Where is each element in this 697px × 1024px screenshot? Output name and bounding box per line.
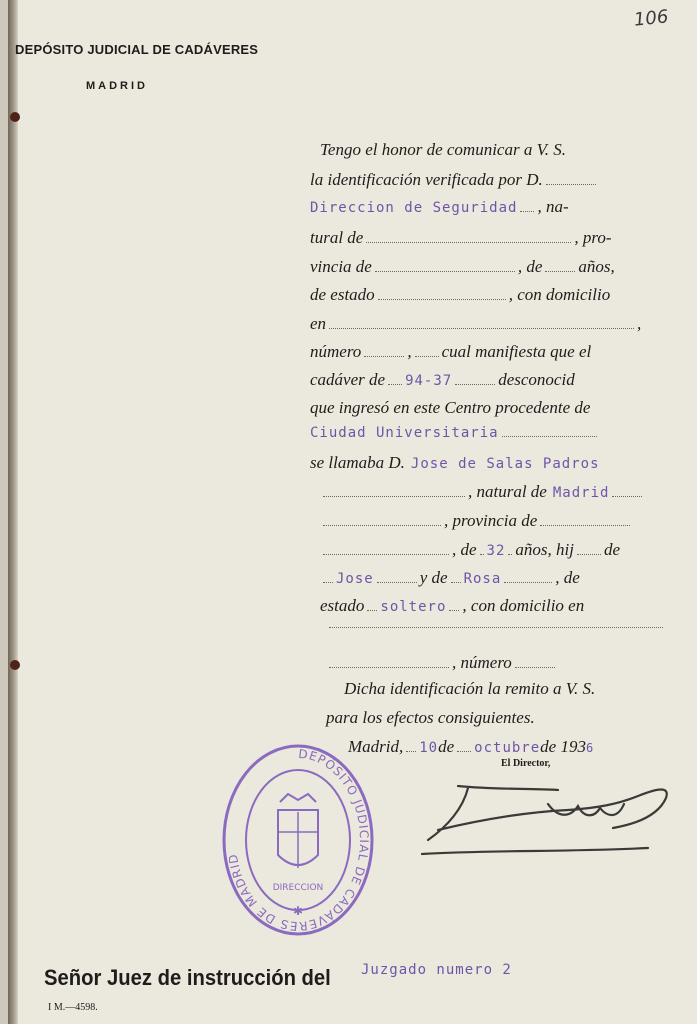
text-line <box>326 626 666 628</box>
line-text: Tengo el honor de comunicar a V. S. <box>320 140 567 159</box>
line-text: en <box>310 314 327 333</box>
line-text: cadáver de <box>310 370 386 389</box>
line-text: de <box>438 737 455 756</box>
line-text: , provincia de <box>444 511 538 530</box>
line-text: , número <box>452 653 512 672</box>
binding-pin <box>10 112 20 122</box>
typed-deceased-name: Jose de Salas Padros <box>410 456 600 472</box>
text-line <box>310 370 575 390</box>
text-line <box>310 425 600 441</box>
text-line <box>326 653 558 673</box>
line-text: , de <box>452 540 477 559</box>
text-line <box>310 453 600 473</box>
line-text: cual manifiesta que el <box>441 342 592 361</box>
line-text: , natural de <box>468 482 547 501</box>
official-seal-stamp <box>218 740 378 940</box>
typed-month: octubre <box>474 740 541 756</box>
line-text: Madrid, <box>348 737 404 756</box>
text-line <box>320 568 580 588</box>
text-line <box>320 596 584 616</box>
line-text: para los efectos consiguientes. <box>326 708 535 727</box>
typed-informant: Direccion de Seguridad <box>310 200 518 216</box>
institution-header: DEPÓSITO JUDICIAL DE CADÁVERES <box>15 42 259 57</box>
line-text: que ingresó en este Centro procedente de <box>310 398 591 417</box>
document-page <box>8 0 697 1024</box>
folio-number: 106 <box>632 6 670 31</box>
line-text: , <box>637 314 642 333</box>
text-line <box>320 140 566 160</box>
line-text: estado <box>320 596 365 615</box>
text-line <box>310 314 641 334</box>
text-line <box>310 197 569 217</box>
line-text: , <box>407 342 412 361</box>
typed-body-number: 94-37 <box>405 373 453 389</box>
line-text: años, <box>578 257 615 276</box>
text-line <box>310 398 590 418</box>
binding-pin <box>10 660 20 670</box>
stamp-center-text: DIRECCION <box>272 883 324 893</box>
footer-addressee-label: Señor Juez de instrucción del <box>44 965 331 990</box>
text-line <box>310 257 615 277</box>
text-line <box>320 482 645 502</box>
line-text: la identificación verificada por D. <box>310 170 543 189</box>
typed-birthplace: Madrid <box>552 485 610 501</box>
text-line <box>320 540 620 560</box>
director-signature <box>408 768 678 868</box>
text-line <box>326 708 535 728</box>
text-line <box>320 511 633 531</box>
line-text: de <box>603 540 621 559</box>
text-line <box>310 170 599 190</box>
text-line <box>344 679 595 699</box>
stamp-ring-text: DEPÓSITO JUDICIAL DE CADÁVERES DE MADRID <box>225 746 372 934</box>
text-line <box>310 285 610 305</box>
line-text: y de <box>419 568 448 587</box>
city-header: MADRID <box>86 80 148 92</box>
line-text: se llamaba D. <box>310 453 405 472</box>
line-text: tural de <box>310 228 364 247</box>
typed-day: 10 <box>419 740 439 756</box>
typed-marital-status: soltero <box>380 599 447 615</box>
typed-court: Juzgado numero 2 <box>361 962 512 978</box>
line-text: , de <box>555 568 580 587</box>
line-text: , de <box>517 257 543 276</box>
line-text: de estado <box>310 285 375 304</box>
text-line <box>310 228 612 248</box>
page-binding <box>8 0 18 1024</box>
line-text: desconocid <box>498 370 575 389</box>
line-text: de 193 <box>540 737 586 756</box>
typed-mother-name: Rosa <box>463 571 502 587</box>
typed-father-name: Jose <box>336 571 374 587</box>
line-text: número <box>310 342 362 361</box>
svg-text:✱: ✱ <box>292 904 304 918</box>
typed-age: 32 <box>486 543 506 559</box>
date-line <box>348 737 594 757</box>
director-label: El Director, <box>501 758 551 769</box>
typed-year-digit: 6 <box>585 741 595 755</box>
line-text: , con domicilio <box>508 285 611 304</box>
line-text: vincia de <box>310 257 372 276</box>
line-text: Dicha identificación la remito a V. S. <box>344 679 596 698</box>
text-line <box>310 342 591 362</box>
line-text: , pro- <box>574 228 612 247</box>
line-text: , na- <box>537 197 569 216</box>
typed-origin: Ciudad Universitaria <box>310 425 499 441</box>
line-text: , con domicilio en <box>462 596 585 615</box>
line-text: años, hij <box>515 540 574 559</box>
form-reference: I M.—4598. <box>48 1002 98 1013</box>
